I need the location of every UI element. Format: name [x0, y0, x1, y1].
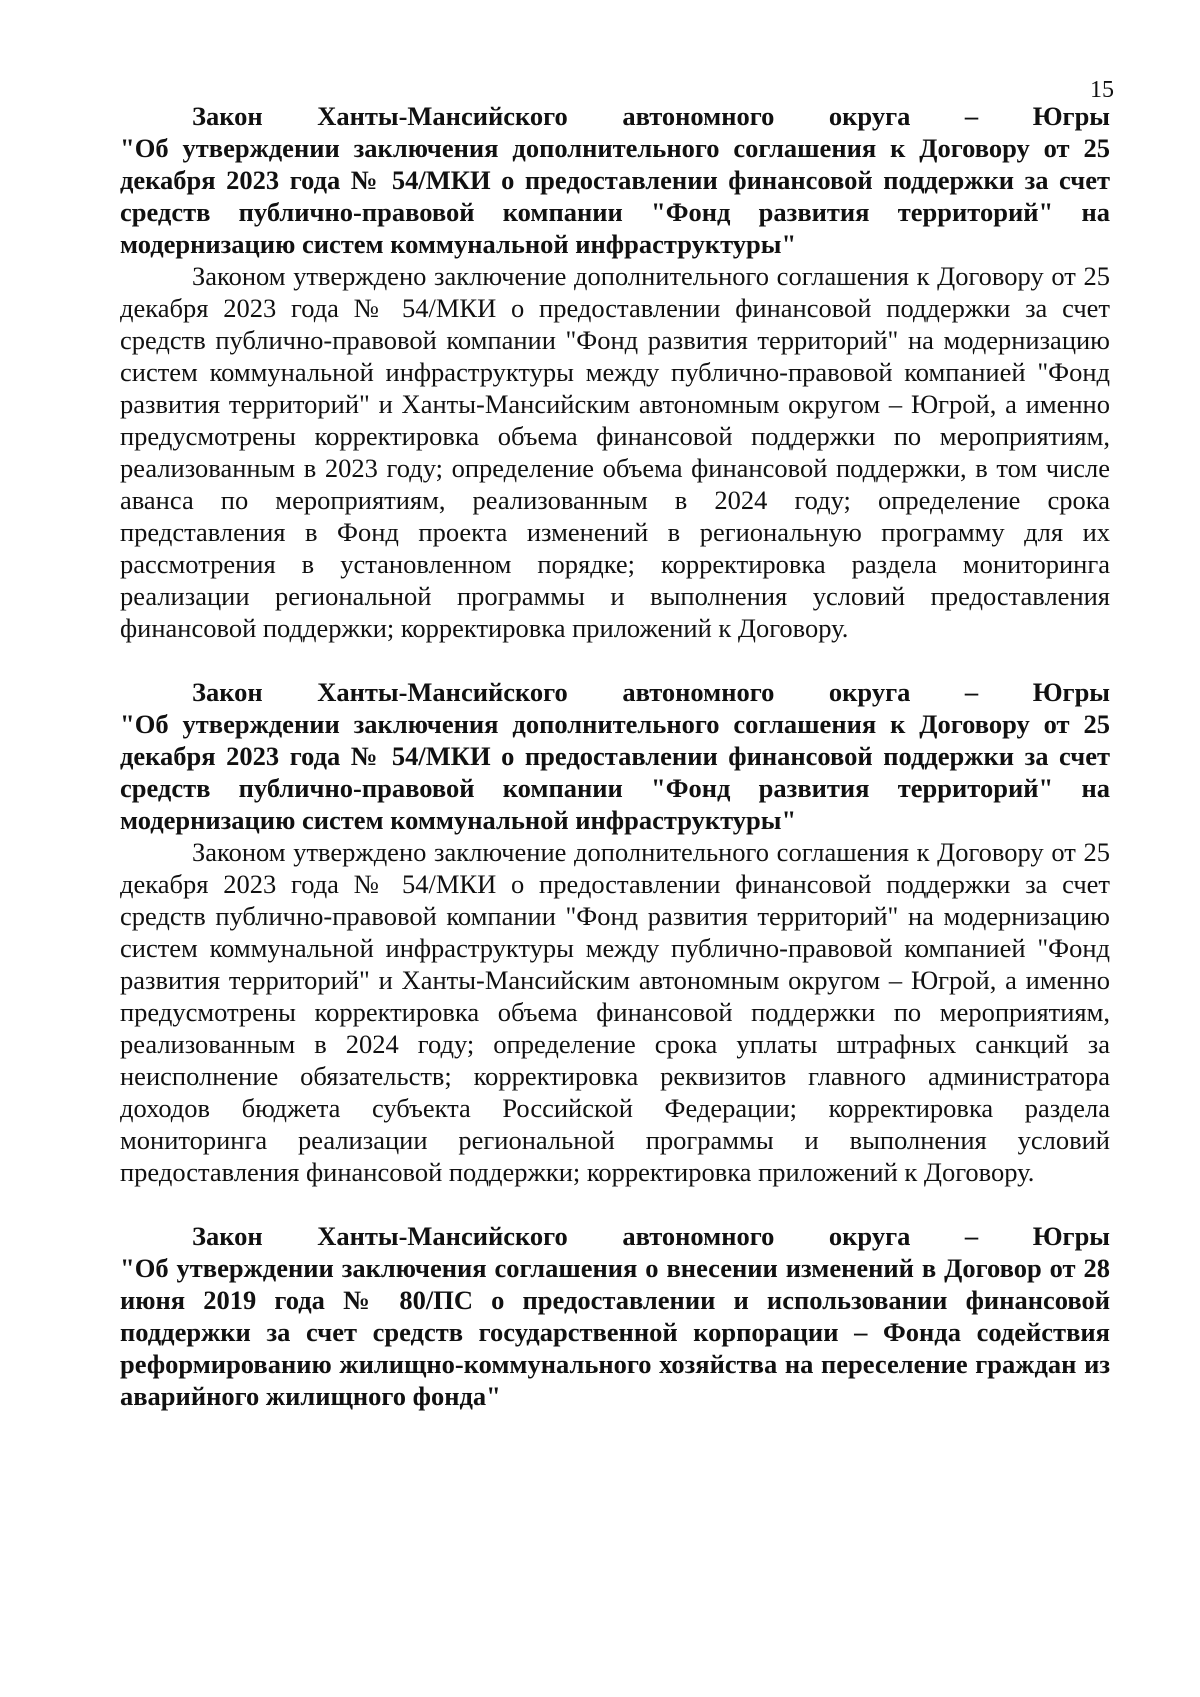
law-title-first-line: Закон Ханты-Мансийского автономного округа – Югры	[192, 677, 1110, 707]
law-title	[120, 676, 1110, 836]
law-title-first-line: Закон Ханты-Мансийского автономного округа – Югры	[192, 1221, 1110, 1251]
law-body-paragraph: Законом утверждено заключение дополнительного соглашения к Договору от 25 декабря 2023 года № 54/МКИ о предоставлении финансовой поддержки за счет средств публично-правовой компании "Фонд развития территорий" на модернизацию систем коммунальной инфраструктуры между публично-правовой компанией "Фонд развития территорий" и Ханты-Мансийским автономным округом – Югрой, а именно предусмотрены корректировка объема финансовой поддержки по мероприятиям, реализованным в 2023 году; определение объема финансовой поддержки, в том числе аванса по мероприятиям, реализованным в 2024 году; определение срока представления в Фонд проекта изменений в региональную программу для их рассмотрения в установленном порядке; корректировка раздела мониторинга реализации региональной программы и выполнения условий предоставления финансовой поддержки; корректировка приложений к Договору.	[120, 261, 1110, 643]
law-title	[120, 1220, 1110, 1412]
document-content	[120, 100, 1110, 1412]
section-spacer	[120, 1188, 1110, 1220]
law-section-3	[120, 1220, 1110, 1412]
law-section-2	[120, 676, 1110, 1188]
law-title-rest: "Об утверждении заключения соглашения о внесении изменений в Договор от 28 июня 2019 года № 80/ПС о предоставлении и использовании финансовой поддержки за счет средств государственной корпорации – Фонда содействия реформированию жилищно-коммунального хозяйства на переселение граждан из аварийного жилищного фонда"	[120, 1253, 1110, 1411]
section-spacer	[120, 644, 1110, 676]
law-section-1	[120, 100, 1110, 644]
law-title	[120, 100, 1110, 260]
law-title-rest: "Об утверждении заключения дополнительного соглашения к Договору от 25 декабря 2023 года № 54/МКИ о предоставлении финансовой поддержки за счет средств публично-правовой компании "Фонд развития территорий" на модернизацию систем коммунальной инфраструктуры"	[120, 709, 1110, 835]
law-body-paragraph: Законом утверждено заключение дополнительного соглашения к Договору от 25 декабря 2023 года № 54/МКИ о предоставлении финансовой поддержки за счет средств публично-правовой компании "Фонд развития территорий" на модернизацию систем коммунальной инфраструктуры между публично-правовой компанией "Фонд развития территорий" и Ханты-Мансийским автономным округом – Югрой, а именно предусмотрены корректировка объема финансовой поддержки по мероприятиям, реализованным в 2024 году; определение срока уплаты штрафных санкций за неисполнение обязательств; корректировка реквизитов главного администратора доходов бюджета субъекта Российской Федерации; корректировка раздела мониторинга реализации региональной программы и выполнения условий предоставления финансовой поддержки; корректировка приложений к Договору.	[120, 837, 1110, 1187]
law-title-rest: "Об утверждении заключения дополнительного соглашения к Договору от 25 декабря 2023 года № 54/МКИ о предоставлении финансовой поддержки за счет средств публично-правовой компании "Фонд развития территорий" на модернизацию систем коммунальной инфраструктуры"	[120, 133, 1110, 259]
law-title-first-line: Закон Ханты-Мансийского автономного округа – Югры	[192, 101, 1110, 131]
page-number: 15	[1090, 77, 1114, 103]
